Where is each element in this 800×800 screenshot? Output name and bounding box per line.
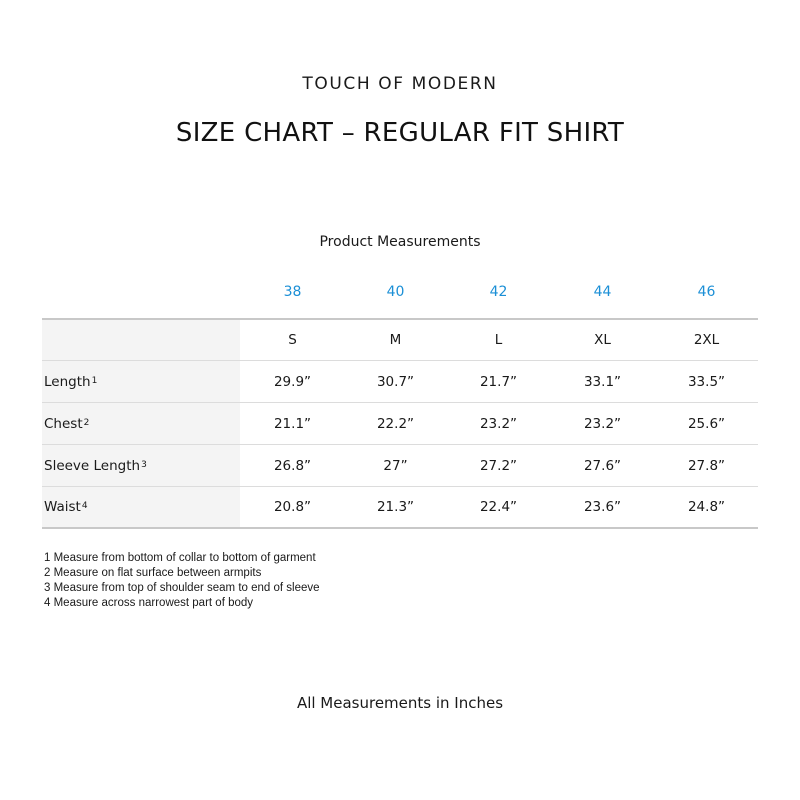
size-label: XL — [594, 332, 611, 348]
size-number: 44 — [593, 284, 612, 300]
size-number: 40 — [386, 284, 405, 300]
row-label: Length $^1$ — [42, 361, 240, 402]
table-row-sleeve-length — [42, 445, 758, 487]
size-label: L — [494, 332, 503, 348]
size-label: S — [288, 332, 297, 348]
table-cell: 25.6” — [687, 415, 726, 432]
header-label-cell — [42, 320, 240, 360]
table-cell: 27” — [383, 457, 408, 474]
brand-logo: TOUCH OF MODERN — [302, 74, 498, 94]
table-cell: 21.3” — [376, 499, 415, 515]
table-cell: 30.7” — [376, 373, 415, 390]
row-label: Sleeve Length $^3$ — [42, 445, 240, 486]
table-cell: 22.2” — [376, 415, 415, 432]
size-number-row — [42, 278, 758, 318]
size-chart-table — [42, 278, 758, 529]
units-footer: All Measurements in Inches — [296, 694, 504, 712]
footnote-marker: 3 — [141, 459, 147, 470]
footnote: 3 Measure from top of shoulder seam to end of sleeve — [44, 582, 320, 594]
table-cell: 24.8” — [687, 499, 726, 515]
table-row-length — [42, 361, 758, 403]
page-title: SIZE CHART – REGULAR FIT SHIRT — [175, 118, 625, 148]
footnote-marker: 1 — [91, 375, 98, 386]
size-label: 2XL — [693, 332, 720, 348]
size-label: M — [389, 332, 402, 348]
table-cell: 33.1” — [583, 373, 622, 390]
table-cell: 33.5” — [687, 373, 726, 390]
table-cell: 27.2” — [479, 457, 518, 474]
footnote: 2 Measure on flat surface between armpits — [44, 567, 262, 579]
table-cell: 26.8” — [273, 457, 312, 474]
footnote: 4 Measure across narrowest part of body — [44, 597, 254, 609]
table-cell: 29.9” — [273, 373, 312, 390]
row-label: Chest $^2$ — [42, 403, 240, 444]
table-subtitle: Product Measurements — [319, 234, 481, 250]
footnote-marker: 4 — [81, 501, 88, 511]
size-number: 42 — [489, 284, 508, 300]
table-cell: 23.6” — [583, 499, 622, 515]
size-number: 38 — [283, 284, 302, 300]
footnotes — [44, 551, 320, 611]
table-cell: 21.7” — [479, 373, 518, 390]
footnote-marker: 2 — [83, 417, 90, 428]
table-cell: 21.1” — [273, 415, 312, 432]
table-cell: 22.4” — [479, 499, 518, 515]
table-cell: 27.8” — [687, 457, 726, 474]
table-cell: 23.2” — [583, 415, 622, 432]
row-label: Waist $^4$ — [42, 487, 240, 527]
size-number: 46 — [697, 284, 716, 300]
footnote: 1 Measure from bottom of collar to bottom of garment — [44, 552, 316, 564]
size-label-row — [42, 318, 758, 361]
table-row-waist — [42, 487, 758, 529]
table-cell: 20.8” — [273, 499, 312, 515]
table-cell: 23.2” — [479, 415, 518, 432]
table-cell: 27.6” — [583, 457, 622, 474]
table-row-chest — [42, 403, 758, 445]
